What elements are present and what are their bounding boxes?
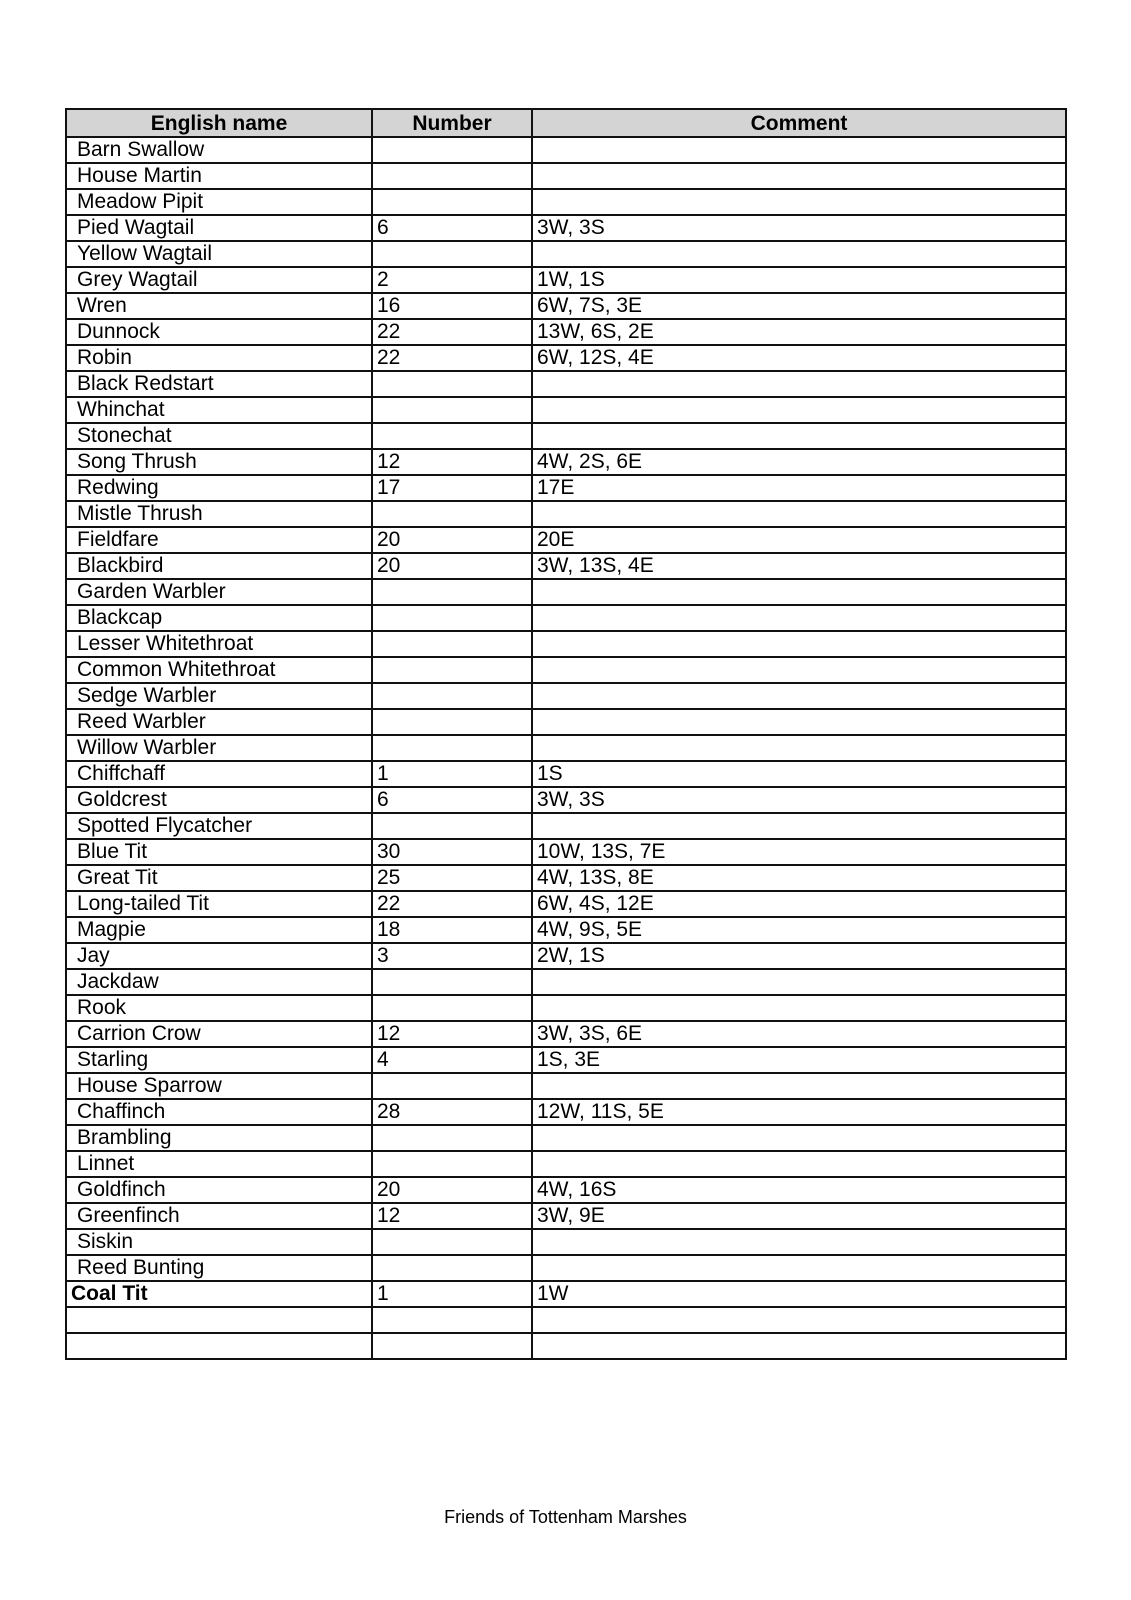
- table-row: [66, 137, 1066, 163]
- cell-english-name: Song Thrush: [66, 449, 372, 475]
- table-row: [66, 1099, 1066, 1125]
- cell-english-name: Willow Warbler: [66, 735, 372, 761]
- cell-number: [372, 423, 532, 449]
- cell-english-name: Redwing: [66, 475, 372, 501]
- header-english-name: English name: [66, 109, 372, 137]
- table-row: [66, 891, 1066, 917]
- cell-comment: 20E: [532, 527, 1066, 553]
- table-row: [66, 605, 1066, 631]
- cell-english-name: Greenfinch: [66, 1203, 372, 1229]
- table-row: [66, 1021, 1066, 1047]
- cell-english-name: Magpie: [66, 917, 372, 943]
- table-row: [66, 449, 1066, 475]
- cell-number: [372, 189, 532, 215]
- cell-english-name: Dunnock: [66, 319, 372, 345]
- cell-english-name: Wren: [66, 293, 372, 319]
- cell-number: [372, 579, 532, 605]
- cell-comment: [532, 813, 1066, 839]
- cell-number: [372, 137, 532, 163]
- cell-english-name: Coal Tit: [66, 1281, 372, 1307]
- table-row: [66, 839, 1066, 865]
- cell-english-name: Jay: [66, 943, 372, 969]
- table-row: [66, 1307, 1066, 1333]
- cell-english-name: Grey Wagtail: [66, 267, 372, 293]
- cell-comment: [532, 1229, 1066, 1255]
- cell-comment: [532, 1307, 1066, 1333]
- cell-number: [372, 995, 532, 1021]
- cell-english-name: Reed Bunting: [66, 1255, 372, 1281]
- cell-comment: 1W: [532, 1281, 1066, 1307]
- cell-english-name: Blackbird: [66, 553, 372, 579]
- cell-comment: 3W, 3S: [532, 215, 1066, 241]
- cell-number: [372, 969, 532, 995]
- table-row: [66, 475, 1066, 501]
- table-row: [66, 319, 1066, 345]
- cell-comment: 3W, 3S: [532, 787, 1066, 813]
- cell-number: 20: [372, 553, 532, 579]
- cell-comment: 10W, 13S, 7E: [532, 839, 1066, 865]
- cell-english-name: Pied Wagtail: [66, 215, 372, 241]
- cell-comment: 4W, 9S, 5E: [532, 917, 1066, 943]
- table-body: [66, 137, 1066, 1359]
- cell-number: [372, 735, 532, 761]
- table-row: [66, 865, 1066, 891]
- cell-number: 20: [372, 1177, 532, 1203]
- cell-comment: [532, 189, 1066, 215]
- cell-number: [372, 657, 532, 683]
- cell-english-name: Reed Warbler: [66, 709, 372, 735]
- cell-english-name: Goldfinch: [66, 1177, 372, 1203]
- table-row: [66, 1125, 1066, 1151]
- cell-comment: [532, 657, 1066, 683]
- table-row: [66, 657, 1066, 683]
- cell-number: [372, 1151, 532, 1177]
- table-row: [66, 579, 1066, 605]
- cell-english-name: Chaffinch: [66, 1099, 372, 1125]
- cell-number: 30: [372, 839, 532, 865]
- table-row: [66, 371, 1066, 397]
- cell-english-name: Robin: [66, 345, 372, 371]
- table-row: [66, 969, 1066, 995]
- cell-number: [372, 1307, 532, 1333]
- cell-english-name: Sedge Warbler: [66, 683, 372, 709]
- table-row: [66, 241, 1066, 267]
- cell-number: [372, 813, 532, 839]
- table-row: [66, 1203, 1066, 1229]
- cell-english-name: Meadow Pipit: [66, 189, 372, 215]
- cell-english-name: Chiffchaff: [66, 761, 372, 787]
- cell-number: [372, 1333, 532, 1359]
- cell-english-name: Mistle Thrush: [66, 501, 372, 527]
- table-row: [66, 631, 1066, 657]
- cell-comment: 4W, 16S: [532, 1177, 1066, 1203]
- cell-comment: [532, 683, 1066, 709]
- cell-number: [372, 1125, 532, 1151]
- cell-english-name: Black Redstart: [66, 371, 372, 397]
- cell-number: [372, 397, 532, 423]
- cell-english-name: [66, 1333, 372, 1359]
- cell-comment: [532, 1151, 1066, 1177]
- cell-number: 17: [372, 475, 532, 501]
- cell-english-name: [66, 1307, 372, 1333]
- cell-comment: [532, 1255, 1066, 1281]
- cell-number: [372, 683, 532, 709]
- cell-number: 20: [372, 527, 532, 553]
- cell-english-name: Siskin: [66, 1229, 372, 1255]
- cell-number: [372, 241, 532, 267]
- cell-english-name: Stonechat: [66, 423, 372, 449]
- cell-comment: [532, 995, 1066, 1021]
- footer-text: Friends of Tottenham Marshes: [444, 1507, 687, 1527]
- table-row: [66, 163, 1066, 189]
- cell-comment: 6W, 7S, 3E: [532, 293, 1066, 319]
- cell-english-name: Jackdaw: [66, 969, 372, 995]
- cell-comment: 6W, 12S, 4E: [532, 345, 1066, 371]
- table-row: [66, 1047, 1066, 1073]
- table-row: [66, 423, 1066, 449]
- cell-comment: [532, 735, 1066, 761]
- cell-english-name: Linnet: [66, 1151, 372, 1177]
- cell-number: 18: [372, 917, 532, 943]
- cell-comment: [532, 709, 1066, 735]
- cell-comment: [532, 605, 1066, 631]
- cell-comment: 1W, 1S: [532, 267, 1066, 293]
- cell-comment: [532, 241, 1066, 267]
- cell-number: 12: [372, 1021, 532, 1047]
- cell-english-name: House Sparrow: [66, 1073, 372, 1099]
- cell-comment: 13W, 6S, 2E: [532, 319, 1066, 345]
- cell-number: 22: [372, 319, 532, 345]
- cell-comment: 3W, 13S, 4E: [532, 553, 1066, 579]
- cell-number: 6: [372, 787, 532, 813]
- bird-count-table: [65, 108, 1067, 1360]
- cell-comment: 1S: [532, 761, 1066, 787]
- cell-comment: 3W, 9E: [532, 1203, 1066, 1229]
- cell-english-name: Fieldfare: [66, 527, 372, 553]
- cell-english-name: Goldcrest: [66, 787, 372, 813]
- table-row: [66, 995, 1066, 1021]
- cell-number: [372, 163, 532, 189]
- cell-english-name: Barn Swallow: [66, 137, 372, 163]
- cell-comment: [532, 579, 1066, 605]
- cell-english-name: Whinchat: [66, 397, 372, 423]
- cell-comment: 4W, 2S, 6E: [532, 449, 1066, 475]
- cell-comment: [532, 501, 1066, 527]
- cell-comment: [532, 423, 1066, 449]
- table-row: [66, 709, 1066, 735]
- cell-comment: [532, 631, 1066, 657]
- table-row: [66, 683, 1066, 709]
- cell-number: 6: [372, 215, 532, 241]
- table-row: [66, 1073, 1066, 1099]
- cell-number: [372, 1229, 532, 1255]
- table-row: [66, 397, 1066, 423]
- cell-number: 4: [372, 1047, 532, 1073]
- cell-comment: 3W, 3S, 6E: [532, 1021, 1066, 1047]
- cell-comment: [532, 371, 1066, 397]
- table-row: [66, 1229, 1066, 1255]
- cell-number: 2: [372, 267, 532, 293]
- cell-comment: [532, 969, 1066, 995]
- table-row: [66, 215, 1066, 241]
- cell-comment: [532, 137, 1066, 163]
- table-row: [66, 943, 1066, 969]
- cell-comment: [532, 1333, 1066, 1359]
- cell-english-name: Yellow Wagtail: [66, 241, 372, 267]
- cell-comment: 1S, 3E: [532, 1047, 1066, 1073]
- cell-english-name: Blackcap: [66, 605, 372, 631]
- cell-english-name: Blue Tit: [66, 839, 372, 865]
- cell-number: 1: [372, 1281, 532, 1307]
- cell-comment: 2W, 1S: [532, 943, 1066, 969]
- cell-number: [372, 371, 532, 397]
- table-row: [66, 1255, 1066, 1281]
- cell-english-name: Garden Warbler: [66, 579, 372, 605]
- table-row: [66, 813, 1066, 839]
- table-row: [66, 267, 1066, 293]
- table-row: [66, 293, 1066, 319]
- cell-english-name: Common Whitethroat: [66, 657, 372, 683]
- cell-number: 22: [372, 891, 532, 917]
- cell-english-name: Spotted Flycatcher: [66, 813, 372, 839]
- table-row: [66, 761, 1066, 787]
- table-row: [66, 553, 1066, 579]
- cell-english-name: Starling: [66, 1047, 372, 1073]
- cell-comment: 12W, 11S, 5E: [532, 1099, 1066, 1125]
- cell-english-name: Rook: [66, 995, 372, 1021]
- cell-number: 1: [372, 761, 532, 787]
- table-row: [66, 735, 1066, 761]
- cell-english-name: Long-tailed Tit: [66, 891, 372, 917]
- cell-comment: 4W, 13S, 8E: [532, 865, 1066, 891]
- cell-comment: [532, 1125, 1066, 1151]
- cell-english-name: Carrion Crow: [66, 1021, 372, 1047]
- table-row: [66, 1333, 1066, 1359]
- table-row: [66, 527, 1066, 553]
- cell-number: 16: [372, 293, 532, 319]
- table-row: [66, 501, 1066, 527]
- cell-number: 12: [372, 1203, 532, 1229]
- cell-number: [372, 631, 532, 657]
- cell-number: 25: [372, 865, 532, 891]
- table-row: [66, 1177, 1066, 1203]
- table-row: [66, 189, 1066, 215]
- cell-comment: 17E: [532, 475, 1066, 501]
- cell-english-name: Lesser Whitethroat: [66, 631, 372, 657]
- cell-number: [372, 709, 532, 735]
- table-row: [66, 1281, 1066, 1307]
- cell-english-name: House Martin: [66, 163, 372, 189]
- cell-number: [372, 605, 532, 631]
- header-comment: Comment: [532, 109, 1066, 137]
- cell-english-name: Great Tit: [66, 865, 372, 891]
- cell-comment: [532, 163, 1066, 189]
- cell-number: 22: [372, 345, 532, 371]
- table-row: [66, 1151, 1066, 1177]
- cell-number: [372, 501, 532, 527]
- cell-number: 3: [372, 943, 532, 969]
- table-row: [66, 345, 1066, 371]
- header-number: Number: [372, 109, 532, 137]
- cell-english-name: Brambling: [66, 1125, 372, 1151]
- cell-number: 28: [372, 1099, 532, 1125]
- cell-number: [372, 1073, 532, 1099]
- table-row: [66, 787, 1066, 813]
- cell-comment: 6W, 4S, 12E: [532, 891, 1066, 917]
- table-row: [66, 917, 1066, 943]
- cell-comment: [532, 1073, 1066, 1099]
- cell-comment: [532, 397, 1066, 423]
- cell-number: 12: [372, 449, 532, 475]
- header-row: [66, 109, 1066, 137]
- cell-number: [372, 1255, 532, 1281]
